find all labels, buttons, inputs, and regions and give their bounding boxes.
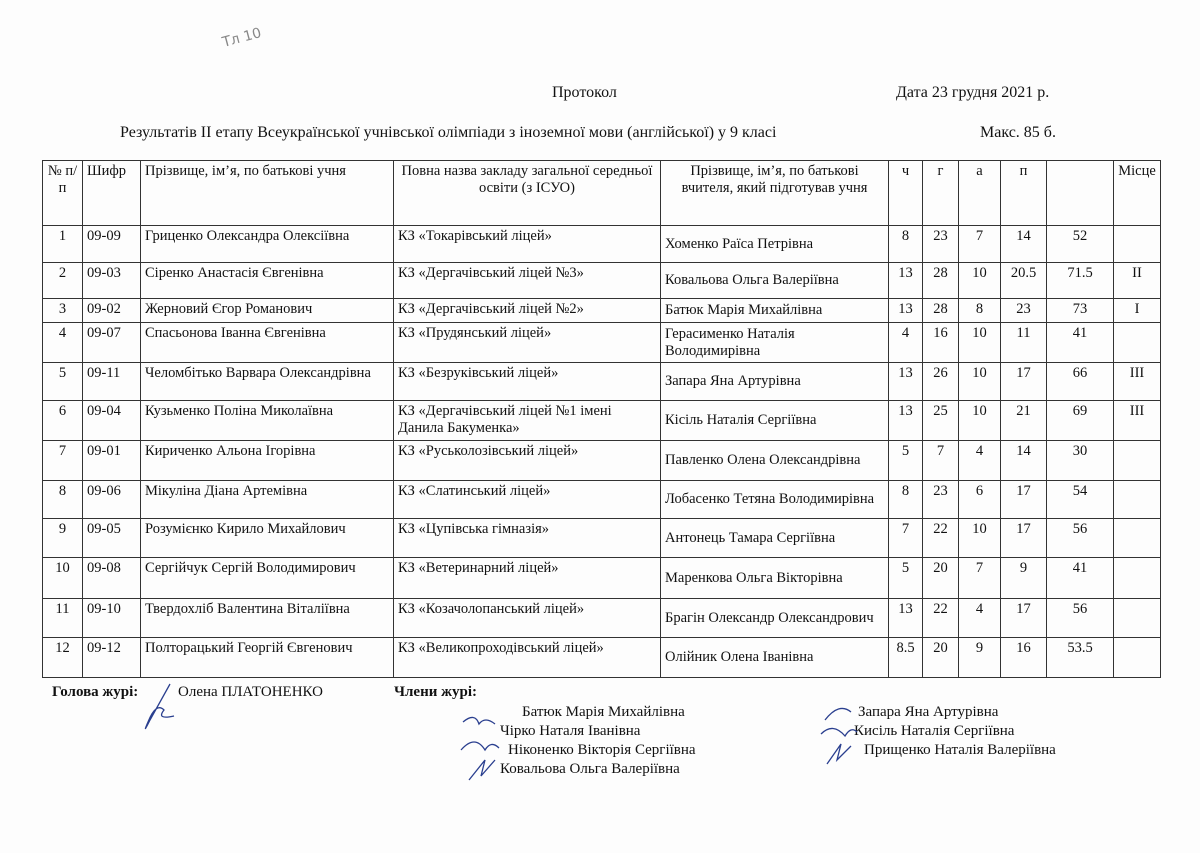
score-grammar: 16 xyxy=(923,323,959,363)
score-listening: 10 xyxy=(959,323,1001,363)
student-code: 09-04 xyxy=(83,401,141,441)
student-name: Сіренко Анастасія Євгенівна xyxy=(141,263,394,299)
jury-members-col2 xyxy=(854,703,1056,760)
document-subtitle: Результатів ІІ етапу Всеукраїнської учнівської олімпіади з іноземної мови (англійської) у 9 класі xyxy=(120,124,777,141)
table-row xyxy=(43,558,1161,599)
row-number: 12 xyxy=(43,638,83,678)
table-row xyxy=(43,638,1161,678)
row-number: 9 xyxy=(43,519,83,558)
jury-members-col1 xyxy=(500,703,696,779)
score-total: 41 xyxy=(1047,558,1114,599)
score-writing: 14 xyxy=(1001,226,1047,263)
results-table xyxy=(42,160,1161,678)
score-writing: 16 xyxy=(1001,638,1047,678)
max-score: Макс. 85 б. xyxy=(980,124,1056,141)
score-writing: 20.5 xyxy=(1001,263,1047,299)
school-name: КЗ «Слатинський ліцей» xyxy=(394,481,661,519)
teacher-name: Герасименко Наталія Володимирівна xyxy=(661,323,889,363)
student-code: 09-08 xyxy=(83,558,141,599)
score-writing: 17 xyxy=(1001,599,1047,638)
row-number: 8 xyxy=(43,481,83,519)
teacher-name: Брагін Олександр Олександрович xyxy=(661,599,889,638)
score-reading: 13 xyxy=(889,363,923,401)
score-reading: 4 xyxy=(889,323,923,363)
score-grammar: 20 xyxy=(923,638,959,678)
place xyxy=(1114,599,1161,638)
score-reading: 8 xyxy=(889,226,923,263)
place: ІІІ xyxy=(1114,363,1161,401)
row-number: 3 xyxy=(43,299,83,323)
place xyxy=(1114,441,1161,481)
school-name: КЗ «Великопроходівський ліцей» xyxy=(394,638,661,678)
col-header-student: Прізвище, ім’я, по батькові учня xyxy=(141,161,394,226)
school-name: КЗ «Цупівська гімназія» xyxy=(394,519,661,558)
score-grammar: 22 xyxy=(923,599,959,638)
place: ІІІ xyxy=(1114,401,1161,441)
col-header-total xyxy=(1047,161,1114,226)
row-number: 7 xyxy=(43,441,83,481)
score-total: 56 xyxy=(1047,519,1114,558)
school-name: КЗ «Руськолозівський ліцей» xyxy=(394,441,661,481)
student-code: 09-11 xyxy=(83,363,141,401)
score-total: 71.5 xyxy=(1047,263,1114,299)
place xyxy=(1114,558,1161,599)
student-code: 09-07 xyxy=(83,323,141,363)
student-name: Гриценко Олександра Олексіївна xyxy=(141,226,394,263)
jury-member: Чірко Наталя Іванівна xyxy=(500,723,641,739)
score-listening: 10 xyxy=(959,363,1001,401)
score-total: 69 xyxy=(1047,401,1114,441)
score-total: 73 xyxy=(1047,299,1114,323)
score-reading: 8.5 xyxy=(889,638,923,678)
score-writing: 9 xyxy=(1001,558,1047,599)
score-total: 54 xyxy=(1047,481,1114,519)
table-row xyxy=(43,299,1161,323)
teacher-name: Хоменко Раїса Петрівна xyxy=(661,226,889,263)
teacher-name: Ковальова Ольга Валеріївна xyxy=(661,263,889,299)
score-grammar: 28 xyxy=(923,299,959,323)
student-code: 09-02 xyxy=(83,299,141,323)
score-total: 52 xyxy=(1047,226,1114,263)
jury-head-label: Голова журі: xyxy=(52,684,139,700)
row-number: 5 xyxy=(43,363,83,401)
score-grammar: 26 xyxy=(923,363,959,401)
score-listening: 10 xyxy=(959,401,1001,441)
score-writing: 17 xyxy=(1001,363,1047,401)
table-row xyxy=(43,441,1161,481)
student-name: Твердохліб Валентина Віталіївна xyxy=(141,599,394,638)
col-header-place: Місце xyxy=(1114,161,1161,226)
table-row xyxy=(43,599,1161,638)
place xyxy=(1114,519,1161,558)
jury-member: Прищенко Наталія Валеріївна xyxy=(864,742,1056,758)
score-reading: 7 xyxy=(889,519,923,558)
col-header-code: Шифр xyxy=(83,161,141,226)
score-reading: 5 xyxy=(889,441,923,481)
document-title: Протокол xyxy=(552,84,617,101)
table-row xyxy=(43,481,1161,519)
jury-head-name: Олена ПЛАТОНЕНКО xyxy=(178,684,324,700)
col-header-teacher: Прізвище, ім’я, по батькові вчителя, який підготував учня xyxy=(661,161,889,226)
school-name: КЗ «Дергачівський ліцей №3» xyxy=(394,263,661,299)
table-row xyxy=(43,323,1161,363)
score-total: 53.5 xyxy=(1047,638,1114,678)
signature-icon xyxy=(130,680,180,740)
row-number: 4 xyxy=(43,323,83,363)
score-reading: 13 xyxy=(889,299,923,323)
score-grammar: 22 xyxy=(923,519,959,558)
score-grammar: 20 xyxy=(923,558,959,599)
table-header-row xyxy=(43,161,1161,226)
jury-member: Ніконенко Вікторія Сергіївна xyxy=(508,742,696,758)
col-header-listening: а xyxy=(959,161,1001,226)
student-code: 09-01 xyxy=(83,441,141,481)
teacher-name: Батюк Марія Михайлівна xyxy=(661,299,889,323)
score-writing: 14 xyxy=(1001,441,1047,481)
signatures-icon xyxy=(815,700,860,770)
place xyxy=(1114,226,1161,263)
row-number: 2 xyxy=(43,263,83,299)
score-reading: 13 xyxy=(889,401,923,441)
score-reading: 13 xyxy=(889,263,923,299)
score-listening: 7 xyxy=(959,558,1001,599)
school-name: КЗ «Ветеринарний ліцей» xyxy=(394,558,661,599)
place xyxy=(1114,323,1161,363)
score-listening: 10 xyxy=(959,519,1001,558)
score-total: 56 xyxy=(1047,599,1114,638)
col-header-reading: ч xyxy=(889,161,923,226)
row-number: 1 xyxy=(43,226,83,263)
jury-member: Батюк Марія Михайлівна xyxy=(522,704,685,720)
score-listening: 9 xyxy=(959,638,1001,678)
score-reading: 13 xyxy=(889,599,923,638)
score-total: 30 xyxy=(1047,441,1114,481)
score-listening: 7 xyxy=(959,226,1001,263)
teacher-name: Кісіль Наталія Сергіївна xyxy=(661,401,889,441)
student-code: 09-03 xyxy=(83,263,141,299)
school-name: КЗ «Прудянський ліцей» xyxy=(394,323,661,363)
place xyxy=(1114,638,1161,678)
score-total: 41 xyxy=(1047,323,1114,363)
jury-members-label: Члени журі: xyxy=(394,684,477,700)
score-listening: 4 xyxy=(959,441,1001,481)
student-name: Розумієнко Кирило Михайлович xyxy=(141,519,394,558)
place: І xyxy=(1114,299,1161,323)
score-reading: 5 xyxy=(889,558,923,599)
teacher-name: Антонець Тамара Сергіївна xyxy=(661,519,889,558)
score-grammar: 7 xyxy=(923,441,959,481)
teacher-name: Запара Яна Артурівна xyxy=(661,363,889,401)
school-name: КЗ «Дергачівський ліцей №2» xyxy=(394,299,661,323)
col-header-school: Повна назва закладу загальної середньої освіти (з ІСУО) xyxy=(394,161,661,226)
score-writing: 11 xyxy=(1001,323,1047,363)
place: ІІ xyxy=(1114,263,1161,299)
score-grammar: 28 xyxy=(923,263,959,299)
handwritten-note: Тл 10 xyxy=(220,25,264,51)
score-grammar: 23 xyxy=(923,481,959,519)
score-grammar: 25 xyxy=(923,401,959,441)
row-number: 10 xyxy=(43,558,83,599)
student-name: Кириченко Альона Ігорівна xyxy=(141,441,394,481)
student-name: Жерновий Єгор Романович xyxy=(141,299,394,323)
score-writing: 17 xyxy=(1001,519,1047,558)
jury-member: Кисіль Наталія Сергіївна xyxy=(854,723,1015,739)
place xyxy=(1114,481,1161,519)
score-writing: 21 xyxy=(1001,401,1047,441)
school-name: КЗ «Козачолопанський ліцей» xyxy=(394,599,661,638)
student-name: Мікуліна Діана Артемівна xyxy=(141,481,394,519)
student-code: 09-06 xyxy=(83,481,141,519)
student-code: 09-12 xyxy=(83,638,141,678)
jury-member: Ковальова Ольга Валеріївна xyxy=(500,761,680,777)
table-row xyxy=(43,226,1161,263)
student-name: Челомбітько Варвара Олександрівна xyxy=(141,363,394,401)
teacher-name: Павленко Олена Олександрівна xyxy=(661,441,889,481)
table-row xyxy=(43,263,1161,299)
teacher-name: Маренкова Ольга Вікторівна xyxy=(661,558,889,599)
score-writing: 17 xyxy=(1001,481,1047,519)
col-header-number: № п/п xyxy=(43,161,83,226)
school-name: КЗ «Безруківський ліцей» xyxy=(394,363,661,401)
score-listening: 8 xyxy=(959,299,1001,323)
score-listening: 6 xyxy=(959,481,1001,519)
score-total: 66 xyxy=(1047,363,1114,401)
score-reading: 8 xyxy=(889,481,923,519)
jury-member: Запара Яна Артурівна xyxy=(858,704,999,720)
score-listening: 10 xyxy=(959,263,1001,299)
score-listening: 4 xyxy=(959,599,1001,638)
document-date: Дата 23 грудня 2021 р. xyxy=(896,84,1050,101)
col-header-writing: п xyxy=(1001,161,1047,226)
school-name: КЗ «Токарівський ліцей» xyxy=(394,226,661,263)
teacher-name: Олійник Олена Іванівна xyxy=(661,638,889,678)
row-number: 6 xyxy=(43,401,83,441)
row-number: 11 xyxy=(43,599,83,638)
table-row xyxy=(43,363,1161,401)
student-code: 09-05 xyxy=(83,519,141,558)
teacher-name: Лобасенко Тетяна Володимирівна xyxy=(661,481,889,519)
student-code: 09-10 xyxy=(83,599,141,638)
table-row xyxy=(43,401,1161,441)
score-grammar: 23 xyxy=(923,226,959,263)
school-name: КЗ «Дергачівський ліцей №1 імені Данила Бакуменка» xyxy=(394,401,661,441)
student-code: 09-09 xyxy=(83,226,141,263)
table-row xyxy=(43,519,1161,558)
student-name: Сергійчук Сергій Володимирович xyxy=(141,558,394,599)
student-name: Кузьменко Поліна Миколаївна xyxy=(141,401,394,441)
score-writing: 23 xyxy=(1001,299,1047,323)
student-name: Спасьонова Іванна Євгенівна xyxy=(141,323,394,363)
col-header-grammar: г xyxy=(923,161,959,226)
signatures-icon xyxy=(455,710,505,785)
student-name: Полторацький Георгій Євгенович xyxy=(141,638,394,678)
